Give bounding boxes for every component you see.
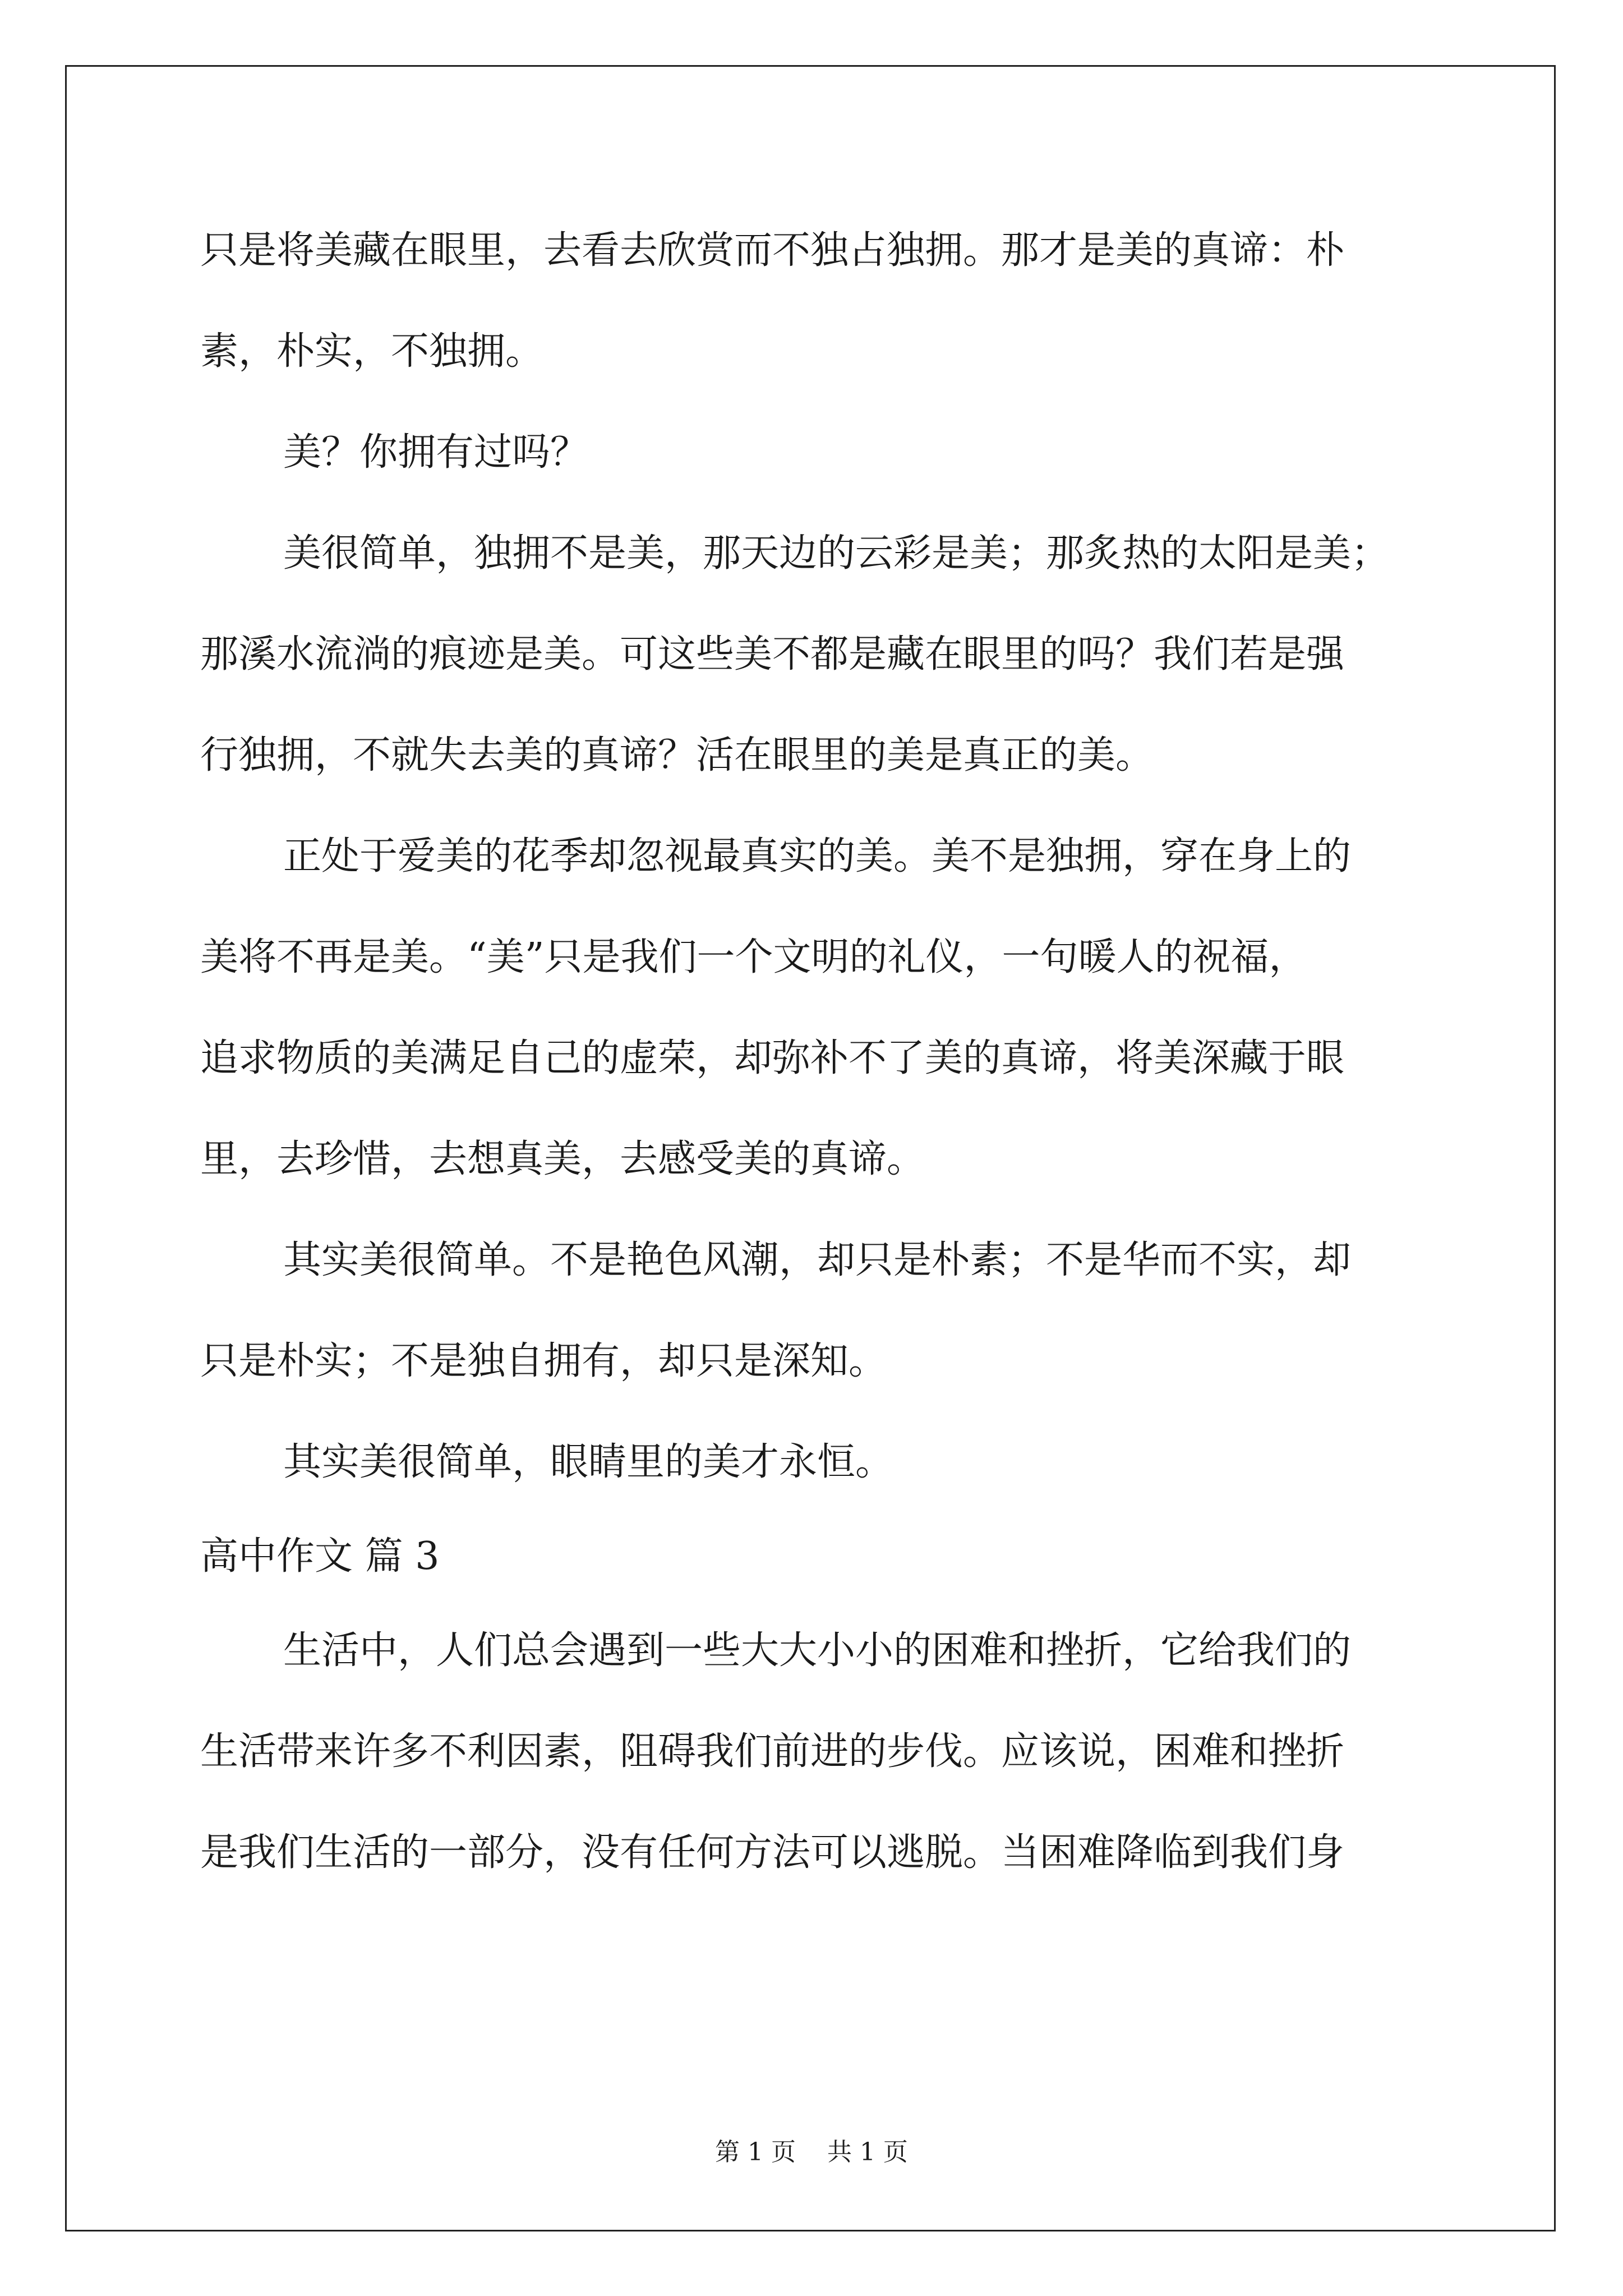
- text-line: 其实美很简单，眼睛里的美才永恒。: [283, 1440, 894, 1484]
- text-line: 素，朴实，不独拥。: [200, 329, 544, 374]
- text-line: 只是朴实；不是独自拥有，却只是深知。: [200, 1339, 887, 1383]
- text-line: 美将不再是美。“美”只是我们一个文明的礼仪，一句暖人的祝福，: [200, 935, 1307, 979]
- text-line: 是我们生活的一部分，没有任何方法可以逃脱。当困难降临到我们身: [200, 1830, 1345, 1875]
- text-line: 只是将美藏在眼里，去看去欣赏而不独占独拥。那才是美的真谛：朴: [200, 228, 1345, 273]
- text-line: 生活带来许多不利因素，阻碍我们前进的步伐。应该说，困难和挫折: [200, 1729, 1345, 1774]
- section-heading: 高中作文 篇 3: [200, 1534, 440, 1579]
- text-line: 行独拥，不就失去美的真谛？活在眼里的美是真正的美。: [200, 733, 1154, 777]
- text-line: 正处于爱美的花季却忽视最真实的美。美不是独拥，穿在身上的: [283, 834, 1352, 878]
- text-line: 里，去珍惜，去想真美，去感受美的真谛。: [200, 1137, 925, 1181]
- text-line: 其实美很简单。不是艳色风潮，却只是朴素；不是华而不实，却: [283, 1238, 1352, 1282]
- page-footer: 第 1 页 共 1 页: [715, 2138, 908, 2166]
- document-body: [200, 209, 1456, 1912]
- text-line: 追求物质的美满足自己的虚荣，却弥补不了美的真谛，将美深藏于眼: [200, 1036, 1345, 1080]
- text-line: 生活中，人们总会遇到一些大大小小的困难和挫折，它给我们的: [283, 1628, 1352, 1673]
- text-line: 那溪水流淌的痕迹是美。可这些美不都是藏在眼里的吗？我们若是强: [200, 632, 1345, 677]
- text-line: 美？你拥有过吗？: [283, 430, 589, 475]
- text-line: 美很简单，独拥不是美，那天边的云彩是美；那炙热的太阳是美；: [283, 531, 1390, 576]
